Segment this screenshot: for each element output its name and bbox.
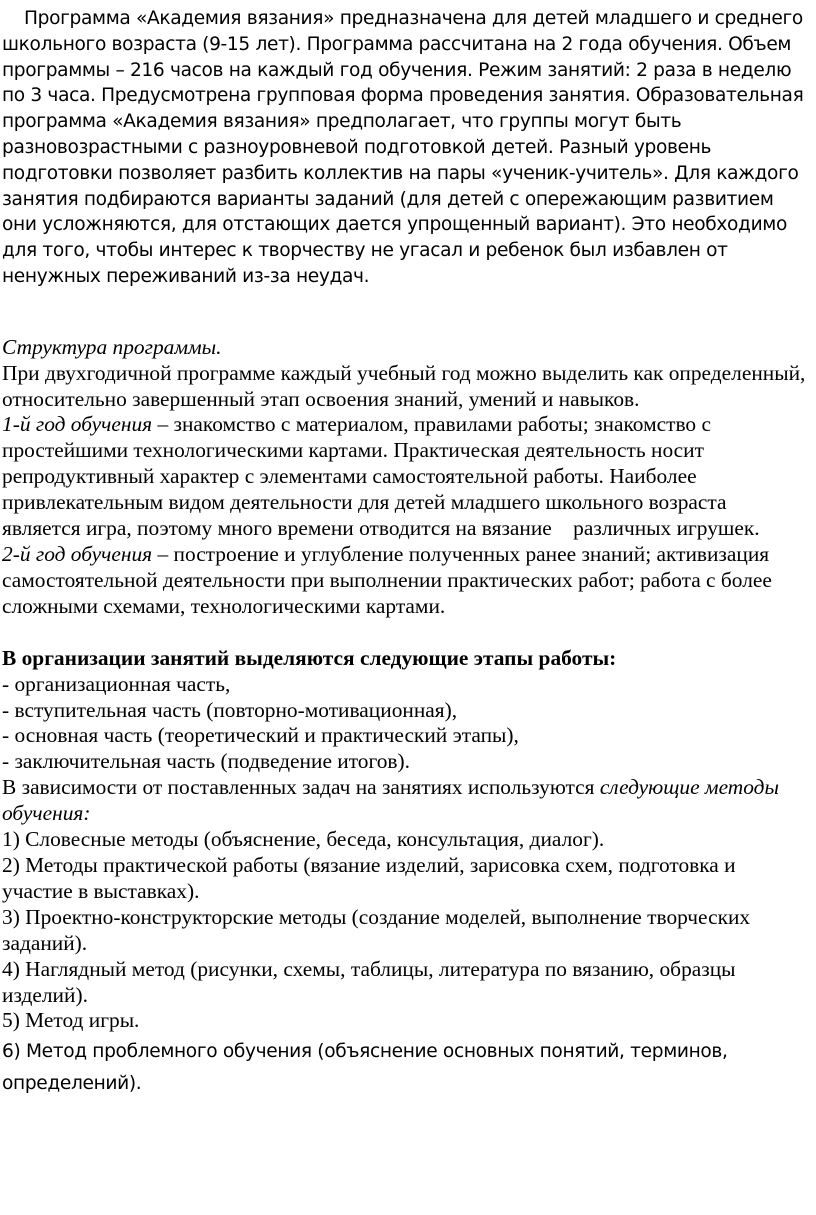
methods-section	[2, 775, 808, 1034]
structure-section	[2, 335, 808, 620]
structure-heading	[2, 335, 808, 361]
year2-paragraph	[2, 542, 808, 620]
method-item: 1) Словесные методы (объяснение, беседа, консультация, диалог).	[2, 827, 605, 852]
year2-text: – построение и углубление полученных ранее знаний; активизация самостоятельной деятельности при выполнении практических работ; работа с более сложными схемами, технологическими картами.	[2, 542, 772, 618]
methods-intro-text: В зависимости от поставленных задач на занятиях используются	[2, 775, 600, 800]
stages-heading-text: В организации занятий выделяются следующие этапы работы:	[2, 645, 617, 670]
method-item: 4) Наглядный метод (рисунки, схемы, таблицы, литература по вязанию, образцы изделий).	[2, 956, 736, 1007]
method-item: 3) Проектно-конструкторские методы (создание моделей, выполнение творческих заданий).	[2, 904, 751, 955]
method-item: 5) Метод игры.	[2, 1008, 140, 1033]
stages-heading	[2, 646, 808, 672]
structure-heading-text: Структура программы.	[2, 334, 222, 359]
stage-item: - заключительная часть (подведение итогов).	[2, 749, 410, 774]
structure-text: При двухгодичной программе каждый учебный год можно выделить как определенный, относительно завершенный этап освоения знаний, умений и навыков.	[2, 360, 806, 411]
stage-item: - основная часть (теоретический и практический этапы),	[2, 723, 519, 748]
year1-label: 1-й год обучения	[2, 412, 153, 437]
methods-intro-italic: следующие методы обучения:	[2, 775, 779, 826]
method-item-last: 6) Метод проблемного обучения (объяснение основных понятий, терминов, определений).	[2, 1041, 728, 1095]
year1-text: – знакомство с материалом, правилами работы; знакомство с простейшими технологическими картами. Практическая деятельность носит репродуктивный характер с элементами самостоятельной работы. Наиболее привлекательным видом деятельности для детей младшего школьного возраста является игра, поэтому много времени отводится на вязание различных игрушек.	[2, 412, 760, 541]
stage-item: - вступительная часть (повторно-мотивационная),	[2, 697, 458, 722]
intro-paragraph: Программа «Академия вязания» предназначена для детей младшего и среднего школьного возраста (9-15 лет). Программа рассчитана на 2 года обучения. Объем программы – 216 часов на каждый год обучения. Режим занятий: 2 раза в неделю по 3 часа. Предусмотрена групповая форма проведения занятия. Образовательная программа «Академия вязания» предполагает, что группы могут быть разновозрастными с разноуровневой подготовкой детей. Разный уровень подготовки позволяет разбить коллектив на пары «ученик-учитель». Для каждого занятия подбираются варианты заданий (для детей с опережающим развитием они усложняются, для отстающих дается упрощенный вариант). Это необходимо для того, чтобы интерес к творчеству не угасал и ребенок был избавлен от ненужных переживаний из-за неудач.	[2, 8, 804, 287]
stage-item: - организационная часть,	[2, 671, 231, 696]
year2-label: 2-й год обучения	[2, 542, 153, 567]
stages-section	[2, 646, 808, 776]
year1-paragraph	[2, 412, 808, 542]
spacer	[2, 290, 808, 335]
method-item: 2) Методы практической работы (вязание изделий, зарисовка схем, подготовка и участие в выставках).	[2, 852, 736, 903]
spacer	[2, 620, 808, 646]
methods-intro	[2, 775, 808, 827]
